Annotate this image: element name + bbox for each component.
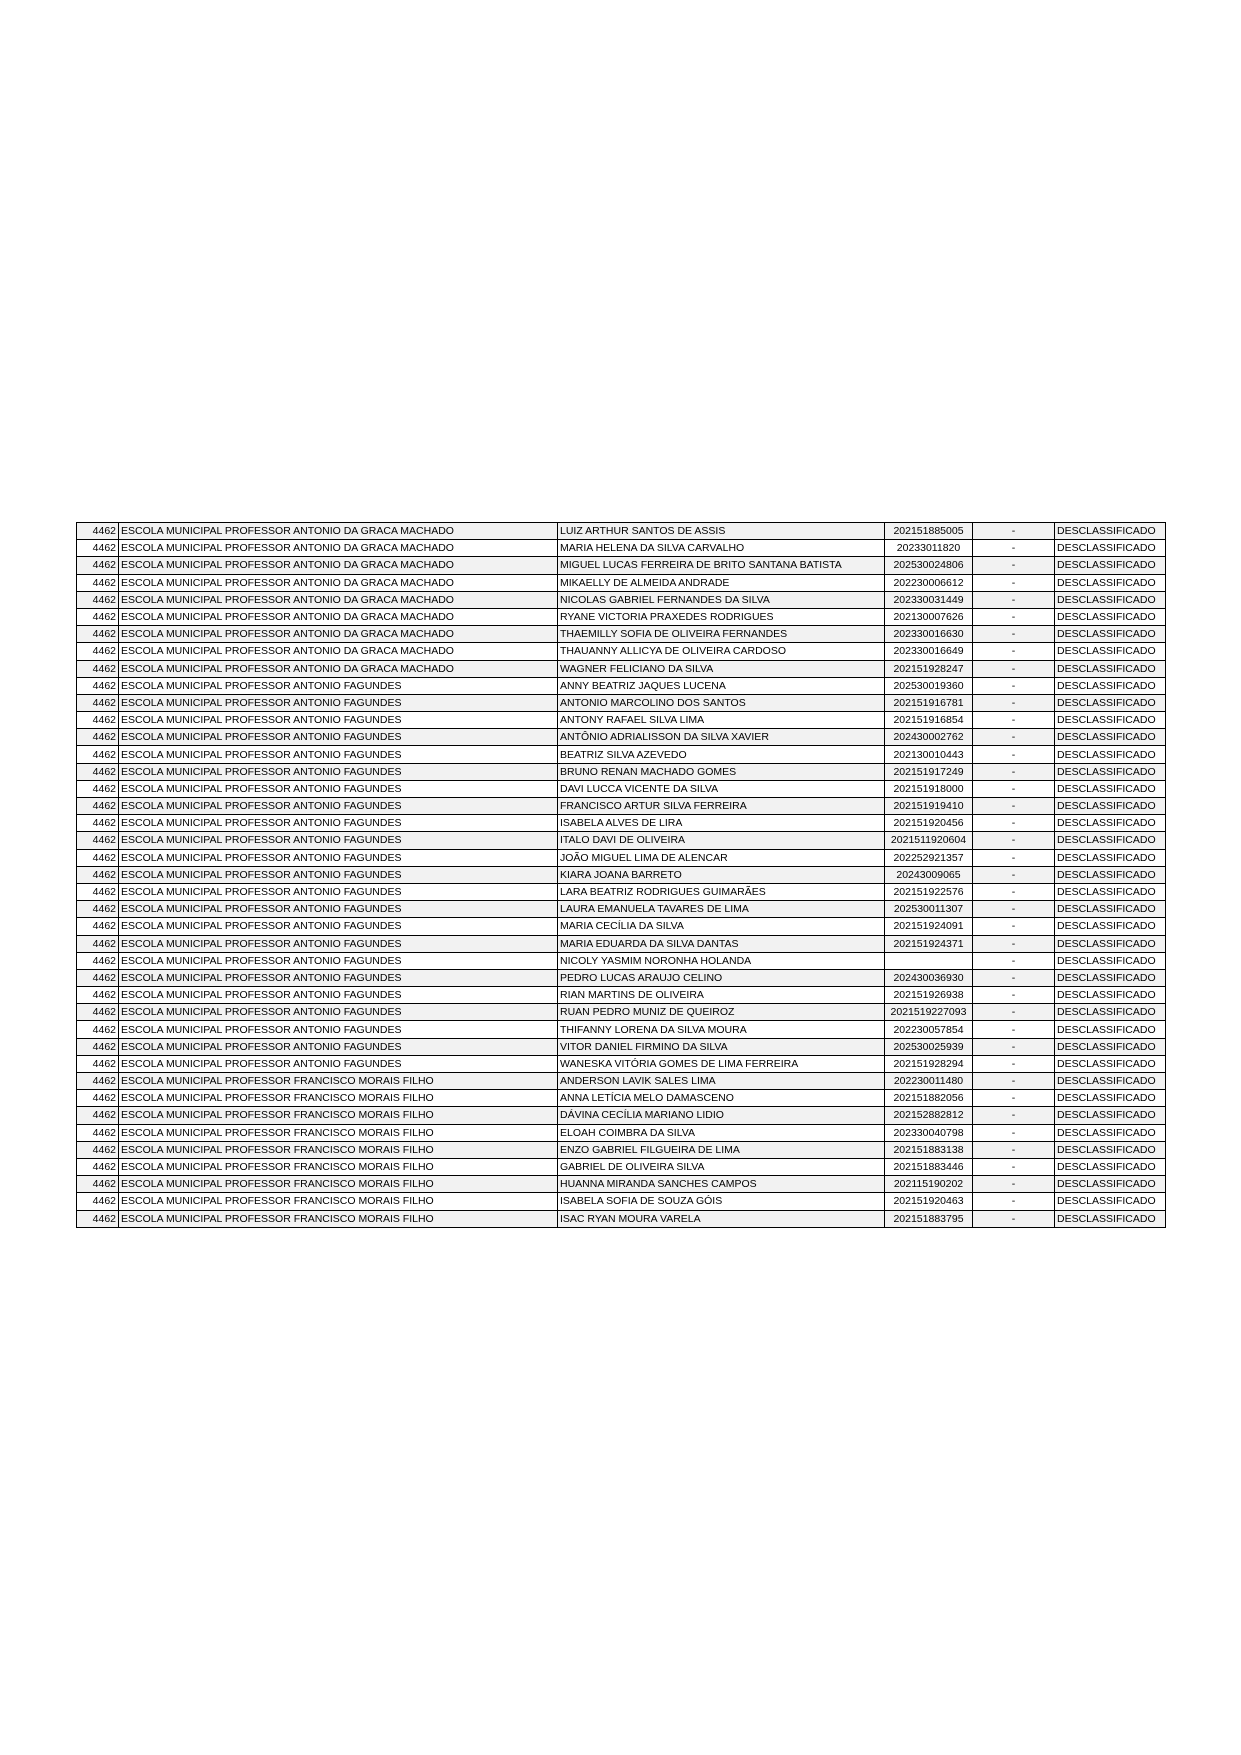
enrollment-number-cell: 2021519227093 (885, 1004, 973, 1021)
enrollment-number-cell: 2021511920604 (885, 832, 973, 849)
school-code-cell: 4462 (77, 677, 119, 694)
table-row (77, 523, 1166, 540)
student-name-cell: BEATRIZ SILVA AZEVEDO (558, 746, 885, 763)
student-name-cell: ISAC RYAN MOURA VARELA (558, 1210, 885, 1227)
school-name-cell: ESCOLA MUNICIPAL PROFESSOR ANTONIO DA GRACA MACHADO (119, 591, 558, 608)
status-cell: DESCLASSIFICADO (1055, 1176, 1166, 1193)
enrollment-number-cell: 202330031449 (885, 591, 973, 608)
enrollment-number-cell: 202430036930 (885, 969, 973, 986)
table-row (77, 1021, 1166, 1038)
table-row (77, 798, 1166, 815)
score-cell: - (973, 712, 1055, 729)
table-row (77, 694, 1166, 711)
results-table (76, 522, 1166, 1228)
school-code-cell: 4462 (77, 1107, 119, 1124)
enrollment-number-cell: 202151882056 (885, 1090, 973, 1107)
school-name-cell: ESCOLA MUNICIPAL PROFESSOR ANTONIO FAGUNDES (119, 969, 558, 986)
score-cell: - (973, 1141, 1055, 1158)
school-code-cell: 4462 (77, 574, 119, 591)
enrollment-number-cell: 202151916781 (885, 694, 973, 711)
school-name-cell: ESCOLA MUNICIPAL PROFESSOR FRANCISCO MORAIS FILHO (119, 1158, 558, 1175)
enrollment-number-cell: 202252921357 (885, 849, 973, 866)
school-name-cell: ESCOLA MUNICIPAL PROFESSOR FRANCISCO MORAIS FILHO (119, 1210, 558, 1227)
school-code-cell: 4462 (77, 952, 119, 969)
school-name-cell: ESCOLA MUNICIPAL PROFESSOR ANTONIO FAGUNDES (119, 987, 558, 1004)
student-name-cell: FRANCISCO ARTUR SILVA FERREIRA (558, 798, 885, 815)
school-code-cell: 4462 (77, 712, 119, 729)
status-cell: DESCLASSIFICADO (1055, 935, 1166, 952)
status-cell: DESCLASSIFICADO (1055, 763, 1166, 780)
enrollment-number-cell: 202151920456 (885, 815, 973, 832)
enrollment-number-cell: 202151928247 (885, 660, 973, 677)
school-name-cell: ESCOLA MUNICIPAL PROFESSOR ANTONIO FAGUNDES (119, 1004, 558, 1021)
enrollment-number-cell: 202151916854 (885, 712, 973, 729)
student-name-cell: LUIZ ARTHUR SANTOS DE ASSIS (558, 523, 885, 540)
score-cell: - (973, 660, 1055, 677)
student-name-cell: ENZO GABRIEL FILGUEIRA DE LIMA (558, 1141, 885, 1158)
school-name-cell: ESCOLA MUNICIPAL PROFESSOR ANTONIO DA GRACA MACHADO (119, 574, 558, 591)
table-row (77, 815, 1166, 832)
status-cell: DESCLASSIFICADO (1055, 849, 1166, 866)
status-cell: DESCLASSIFICADO (1055, 780, 1166, 797)
table-row (77, 952, 1166, 969)
school-code-cell: 4462 (77, 780, 119, 797)
student-name-cell: MARIA HELENA DA SILVA CARVALHO (558, 540, 885, 557)
score-cell: - (973, 557, 1055, 574)
school-name-cell: ESCOLA MUNICIPAL PROFESSOR ANTONIO FAGUNDES (119, 1055, 558, 1072)
table-row (77, 918, 1166, 935)
score-cell: - (973, 883, 1055, 900)
score-cell: - (973, 901, 1055, 918)
student-name-cell: KIARA JOANA BARRETO (558, 866, 885, 883)
student-name-cell: RUAN PEDRO MUNIZ DE QUEIROZ (558, 1004, 885, 1021)
table-row (77, 901, 1166, 918)
enrollment-number-cell: 202330016649 (885, 643, 973, 660)
score-cell: - (973, 540, 1055, 557)
enrollment-number-cell: 202530011307 (885, 901, 973, 918)
score-cell: - (973, 969, 1055, 986)
school-name-cell: ESCOLA MUNICIPAL PROFESSOR ANTONIO DA GRACA MACHADO (119, 626, 558, 643)
student-name-cell: ISABELA SOFIA DE SOUZA GÓIS (558, 1193, 885, 1210)
enrollment-number-cell: 202151922576 (885, 883, 973, 900)
school-name-cell: ESCOLA MUNICIPAL PROFESSOR ANTONIO FAGUNDES (119, 815, 558, 832)
table-row (77, 1124, 1166, 1141)
score-cell: - (973, 746, 1055, 763)
status-cell: DESCLASSIFICADO (1055, 1073, 1166, 1090)
student-name-cell: ISABELA ALVES DE LIRA (558, 815, 885, 832)
score-cell: - (973, 1210, 1055, 1227)
table-row (77, 540, 1166, 557)
score-cell: - (973, 1021, 1055, 1038)
score-cell: - (973, 798, 1055, 815)
school-code-cell: 4462 (77, 763, 119, 780)
score-cell: - (973, 866, 1055, 883)
school-name-cell: ESCOLA MUNICIPAL PROFESSOR ANTONIO DA GRACA MACHADO (119, 540, 558, 557)
enrollment-number-cell: 202151920463 (885, 1193, 973, 1210)
table-row (77, 677, 1166, 694)
school-code-cell: 4462 (77, 935, 119, 952)
enrollment-number-cell: 202151924091 (885, 918, 973, 935)
school-name-cell: ESCOLA MUNICIPAL PROFESSOR ANTONIO DA GRACA MACHADO (119, 557, 558, 574)
school-code-cell: 4462 (77, 591, 119, 608)
table-row (77, 969, 1166, 986)
status-cell: DESCLASSIFICADO (1055, 626, 1166, 643)
table-row (77, 780, 1166, 797)
status-cell: DESCLASSIFICADO (1055, 901, 1166, 918)
student-name-cell: HUANNA MIRANDA SANCHES CAMPOS (558, 1176, 885, 1193)
school-name-cell: ESCOLA MUNICIPAL PROFESSOR ANTONIO FAGUNDES (119, 952, 558, 969)
school-name-cell: ESCOLA MUNICIPAL PROFESSOR FRANCISCO MORAIS FILHO (119, 1107, 558, 1124)
status-cell: DESCLASSIFICADO (1055, 643, 1166, 660)
status-cell: DESCLASSIFICADO (1055, 1038, 1166, 1055)
school-code-cell: 4462 (77, 540, 119, 557)
school-name-cell: ESCOLA MUNICIPAL PROFESSOR FRANCISCO MORAIS FILHO (119, 1124, 558, 1141)
score-cell: - (973, 1176, 1055, 1193)
school-name-cell: ESCOLA MUNICIPAL PROFESSOR ANTONIO FAGUNDES (119, 1021, 558, 1038)
school-name-cell: ESCOLA MUNICIPAL PROFESSOR ANTONIO DA GRACA MACHADO (119, 523, 558, 540)
enrollment-number-cell: 202330016630 (885, 626, 973, 643)
score-cell: - (973, 763, 1055, 780)
table-row (77, 1176, 1166, 1193)
school-name-cell: ESCOLA MUNICIPAL PROFESSOR ANTONIO DA GRACA MACHADO (119, 608, 558, 625)
table-row (77, 712, 1166, 729)
status-cell: DESCLASSIFICADO (1055, 866, 1166, 883)
status-cell: DESCLASSIFICADO (1055, 832, 1166, 849)
table-row (77, 746, 1166, 763)
school-code-cell: 4462 (77, 660, 119, 677)
school-name-cell: ESCOLA MUNICIPAL PROFESSOR ANTONIO FAGUNDES (119, 832, 558, 849)
score-cell: - (973, 1038, 1055, 1055)
score-cell: - (973, 832, 1055, 849)
score-cell: - (973, 574, 1055, 591)
student-name-cell: MARIA EDUARDA DA SILVA DANTAS (558, 935, 885, 952)
school-code-cell: 4462 (77, 1158, 119, 1175)
student-name-cell: GABRIEL DE OLIVEIRA SILVA (558, 1158, 885, 1175)
school-name-cell: ESCOLA MUNICIPAL PROFESSOR ANTONIO FAGUNDES (119, 849, 558, 866)
enrollment-number-cell: 202130007626 (885, 608, 973, 625)
school-name-cell: ESCOLA MUNICIPAL PROFESSOR FRANCISCO MORAIS FILHO (119, 1176, 558, 1193)
table-row (77, 832, 1166, 849)
school-name-cell: ESCOLA MUNICIPAL PROFESSOR FRANCISCO MORAIS FILHO (119, 1141, 558, 1158)
table-row (77, 1004, 1166, 1021)
enrollment-number-cell: 202151885005 (885, 523, 973, 540)
status-cell: DESCLASSIFICADO (1055, 729, 1166, 746)
status-cell: DESCLASSIFICADO (1055, 1055, 1166, 1072)
school-name-cell: ESCOLA MUNICIPAL PROFESSOR ANTONIO FAGUNDES (119, 918, 558, 935)
student-name-cell: LAURA EMANUELA TAVARES DE LIMA (558, 901, 885, 918)
status-cell: DESCLASSIFICADO (1055, 677, 1166, 694)
score-cell: - (973, 523, 1055, 540)
status-cell: DESCLASSIFICADO (1055, 987, 1166, 1004)
student-name-cell: ITALO DAVI DE OLIVEIRA (558, 832, 885, 849)
school-name-cell: ESCOLA MUNICIPAL PROFESSOR ANTONIO FAGUNDES (119, 935, 558, 952)
school-code-cell: 4462 (77, 832, 119, 849)
score-cell: - (973, 643, 1055, 660)
table-row (77, 1073, 1166, 1090)
enrollment-number-cell: 202530019360 (885, 677, 973, 694)
student-name-cell: LARA BEATRIZ RODRIGUES GUIMARÃES (558, 883, 885, 900)
score-cell: - (973, 1107, 1055, 1124)
enrollment-number-cell: 202151917249 (885, 763, 973, 780)
table-row (77, 763, 1166, 780)
school-code-cell: 4462 (77, 643, 119, 660)
enrollment-number-cell: 20233011820 (885, 540, 973, 557)
enrollment-number-cell: 202151919410 (885, 798, 973, 815)
enrollment-number-cell: 202330040798 (885, 1124, 973, 1141)
status-cell: DESCLASSIFICADO (1055, 815, 1166, 832)
school-name-cell: ESCOLA MUNICIPAL PROFESSOR ANTONIO FAGUNDES (119, 677, 558, 694)
student-name-cell: ANDERSON LAVIK SALES LIMA (558, 1073, 885, 1090)
status-cell: DESCLASSIFICADO (1055, 883, 1166, 900)
school-code-cell: 4462 (77, 1176, 119, 1193)
table-row (77, 1090, 1166, 1107)
status-cell: DESCLASSIFICADO (1055, 660, 1166, 677)
table-row (77, 1193, 1166, 1210)
school-code-cell: 4462 (77, 1004, 119, 1021)
student-name-cell: RYANE VICTORIA PRAXEDES RODRIGUES (558, 608, 885, 625)
school-code-cell: 4462 (77, 1124, 119, 1141)
school-name-cell: ESCOLA MUNICIPAL PROFESSOR ANTONIO FAGUNDES (119, 780, 558, 797)
status-cell: DESCLASSIFICADO (1055, 1141, 1166, 1158)
status-cell: DESCLASSIFICADO (1055, 608, 1166, 625)
table-row (77, 574, 1166, 591)
table-row (77, 1055, 1166, 1072)
score-cell: - (973, 1193, 1055, 1210)
table-row (77, 935, 1166, 952)
school-name-cell: ESCOLA MUNICIPAL PROFESSOR ANTONIO FAGUNDES (119, 729, 558, 746)
enrollment-number-cell: 202151883795 (885, 1210, 973, 1227)
table-row (77, 626, 1166, 643)
enrollment-number-cell: 202230006612 (885, 574, 973, 591)
school-code-cell: 4462 (77, 1141, 119, 1158)
school-name-cell: ESCOLA MUNICIPAL PROFESSOR ANTONIO FAGUNDES (119, 694, 558, 711)
table-row (77, 608, 1166, 625)
student-name-cell: RIAN MARTINS DE OLIVEIRA (558, 987, 885, 1004)
enrollment-number-cell: 202530025939 (885, 1038, 973, 1055)
school-name-cell: ESCOLA MUNICIPAL PROFESSOR ANTONIO FAGUNDES (119, 746, 558, 763)
table-row (77, 729, 1166, 746)
enrollment-number-cell: 202152882812 (885, 1107, 973, 1124)
school-code-cell: 4462 (77, 798, 119, 815)
school-code-cell: 4462 (77, 901, 119, 918)
school-code-cell: 4462 (77, 883, 119, 900)
enrollment-number-cell: 202151883446 (885, 1158, 973, 1175)
status-cell: DESCLASSIFICADO (1055, 694, 1166, 711)
student-name-cell: ANTONY RAFAEL SILVA LIMA (558, 712, 885, 729)
table-row (77, 987, 1166, 1004)
status-cell: DESCLASSIFICADO (1055, 1090, 1166, 1107)
enrollment-number-cell (885, 952, 973, 969)
student-name-cell: NICOLAS GABRIEL FERNANDES DA SILVA (558, 591, 885, 608)
enrollment-number-cell: 202151918000 (885, 780, 973, 797)
status-cell: DESCLASSIFICADO (1055, 969, 1166, 986)
score-cell: - (973, 1124, 1055, 1141)
table-row (77, 1107, 1166, 1124)
school-name-cell: ESCOLA MUNICIPAL PROFESSOR ANTONIO FAGUNDES (119, 763, 558, 780)
school-code-cell: 4462 (77, 557, 119, 574)
enrollment-number-cell: 202151924371 (885, 935, 973, 952)
status-cell: DESCLASSIFICADO (1055, 574, 1166, 591)
school-code-cell: 4462 (77, 694, 119, 711)
status-cell: DESCLASSIFICADO (1055, 712, 1166, 729)
score-cell: - (973, 677, 1055, 694)
school-code-cell: 4462 (77, 1073, 119, 1090)
student-name-cell: NICOLY YASMIM NORONHA HOLANDA (558, 952, 885, 969)
student-name-cell: VITOR DANIEL FIRMINO DA SILVA (558, 1038, 885, 1055)
school-code-cell: 4462 (77, 1193, 119, 1210)
table-row (77, 643, 1166, 660)
status-cell: DESCLASSIFICADO (1055, 746, 1166, 763)
school-code-cell: 4462 (77, 849, 119, 866)
score-cell: - (973, 780, 1055, 797)
table-row (77, 591, 1166, 608)
table-row (77, 1210, 1166, 1227)
student-name-cell: MARIA CECÍLIA DA SILVA (558, 918, 885, 935)
table-row (77, 866, 1166, 883)
school-code-cell: 4462 (77, 626, 119, 643)
school-code-cell: 4462 (77, 608, 119, 625)
school-name-cell: ESCOLA MUNICIPAL PROFESSOR ANTONIO DA GRACA MACHADO (119, 660, 558, 677)
enrollment-number-cell: 202151928294 (885, 1055, 973, 1072)
school-name-cell: ESCOLA MUNICIPAL PROFESSOR ANTONIO FAGUNDES (119, 798, 558, 815)
score-cell: - (973, 1158, 1055, 1175)
student-name-cell: THAEMILLY SOFIA DE OLIVEIRA FERNANDES (558, 626, 885, 643)
status-cell: DESCLASSIFICADO (1055, 1107, 1166, 1124)
status-cell: DESCLASSIFICADO (1055, 591, 1166, 608)
results-table-body (77, 523, 1166, 1228)
score-cell: - (973, 626, 1055, 643)
student-name-cell: DÁVINA CECÍLIA MARIANO LIDIO (558, 1107, 885, 1124)
student-name-cell: WAGNER FELICIANO DA SILVA (558, 660, 885, 677)
status-cell: DESCLASSIFICADO (1055, 1004, 1166, 1021)
enrollment-number-cell: 202230011480 (885, 1073, 973, 1090)
status-cell: DESCLASSIFICADO (1055, 798, 1166, 815)
school-name-cell: ESCOLA MUNICIPAL PROFESSOR ANTONIO FAGUNDES (119, 901, 558, 918)
status-cell: DESCLASSIFICADO (1055, 557, 1166, 574)
student-name-cell: DAVI LUCCA VICENTE DA SILVA (558, 780, 885, 797)
student-name-cell: BRUNO RENAN MACHADO GOMES (558, 763, 885, 780)
table-row (77, 557, 1166, 574)
student-name-cell: MIKAELLY DE ALMEIDA ANDRADE (558, 574, 885, 591)
table-row (77, 660, 1166, 677)
score-cell: - (973, 987, 1055, 1004)
student-name-cell: PEDRO LUCAS ARAUJO CELINO (558, 969, 885, 986)
enrollment-number-cell: 202151926938 (885, 987, 973, 1004)
school-name-cell: ESCOLA MUNICIPAL PROFESSOR ANTONIO FAGUNDES (119, 883, 558, 900)
school-code-cell: 4462 (77, 1055, 119, 1072)
school-name-cell: ESCOLA MUNICIPAL PROFESSOR ANTONIO FAGUNDES (119, 712, 558, 729)
enrollment-number-cell: 202130010443 (885, 746, 973, 763)
table-row (77, 1158, 1166, 1175)
school-code-cell: 4462 (77, 1210, 119, 1227)
status-cell: DESCLASSIFICADO (1055, 1158, 1166, 1175)
school-code-cell: 4462 (77, 729, 119, 746)
score-cell: - (973, 729, 1055, 746)
enrollment-number-cell: 20243009065 (885, 866, 973, 883)
score-cell: - (973, 849, 1055, 866)
status-cell: DESCLASSIFICADO (1055, 1210, 1166, 1227)
school-code-cell: 4462 (77, 969, 119, 986)
score-cell: - (973, 694, 1055, 711)
enrollment-number-cell: 202230057854 (885, 1021, 973, 1038)
student-name-cell: JOÃO MIGUEL LIMA DE ALENCAR (558, 849, 885, 866)
enrollment-number-cell: 202430002762 (885, 729, 973, 746)
table-row (77, 1141, 1166, 1158)
status-cell: DESCLASSIFICADO (1055, 918, 1166, 935)
status-cell: DESCLASSIFICADO (1055, 540, 1166, 557)
school-name-cell: ESCOLA MUNICIPAL PROFESSOR FRANCISCO MORAIS FILHO (119, 1090, 558, 1107)
score-cell: - (973, 918, 1055, 935)
status-cell: DESCLASSIFICADO (1055, 1193, 1166, 1210)
school-code-cell: 4462 (77, 987, 119, 1004)
score-cell: - (973, 1090, 1055, 1107)
enrollment-number-cell: 202115190202 (885, 1176, 973, 1193)
status-cell: DESCLASSIFICADO (1055, 1124, 1166, 1141)
score-cell: - (973, 1073, 1055, 1090)
student-name-cell: ANTONIO MARCOLINO DOS SANTOS (558, 694, 885, 711)
enrollment-number-cell: 202530024806 (885, 557, 973, 574)
school-code-cell: 4462 (77, 1038, 119, 1055)
table-row (77, 849, 1166, 866)
student-name-cell: ELOAH COIMBRA DA SILVA (558, 1124, 885, 1141)
student-name-cell: THAUANNY ALLICYA DE OLIVEIRA CARDOSO (558, 643, 885, 660)
school-code-cell: 4462 (77, 1021, 119, 1038)
school-code-cell: 4462 (77, 918, 119, 935)
table-row (77, 883, 1166, 900)
status-cell: DESCLASSIFICADO (1055, 952, 1166, 969)
score-cell: - (973, 1055, 1055, 1072)
school-code-cell: 4462 (77, 523, 119, 540)
school-name-cell: ESCOLA MUNICIPAL PROFESSOR ANTONIO FAGUNDES (119, 866, 558, 883)
school-code-cell: 4462 (77, 866, 119, 883)
school-code-cell: 4462 (77, 746, 119, 763)
student-name-cell: ANTÔNIO ADRIALISSON DA SILVA XAVIER (558, 729, 885, 746)
table-row (77, 1038, 1166, 1055)
school-code-cell: 4462 (77, 815, 119, 832)
student-name-cell: MIGUEL LUCAS FERREIRA DE BRITO SANTANA BATISTA (558, 557, 885, 574)
score-cell: - (973, 815, 1055, 832)
school-name-cell: ESCOLA MUNICIPAL PROFESSOR ANTONIO FAGUNDES (119, 1038, 558, 1055)
status-cell: DESCLASSIFICADO (1055, 1021, 1166, 1038)
score-cell: - (973, 1004, 1055, 1021)
score-cell: - (973, 952, 1055, 969)
school-code-cell: 4462 (77, 1090, 119, 1107)
score-cell: - (973, 935, 1055, 952)
score-cell: - (973, 591, 1055, 608)
status-cell: DESCLASSIFICADO (1055, 523, 1166, 540)
student-name-cell: THIFANNY LORENA DA SILVA MOURA (558, 1021, 885, 1038)
student-name-cell: ANNY BEATRIZ JAQUES LUCENA (558, 677, 885, 694)
student-name-cell: ANNA LETÍCIA MELO DAMASCENO (558, 1090, 885, 1107)
school-name-cell: ESCOLA MUNICIPAL PROFESSOR ANTONIO DA GRACA MACHADO (119, 643, 558, 660)
enrollment-number-cell: 202151883138 (885, 1141, 973, 1158)
school-name-cell: ESCOLA MUNICIPAL PROFESSOR FRANCISCO MORAIS FILHO (119, 1193, 558, 1210)
school-name-cell: ESCOLA MUNICIPAL PROFESSOR FRANCISCO MORAIS FILHO (119, 1073, 558, 1090)
score-cell: - (973, 608, 1055, 625)
student-name-cell: WANESKA VITÓRIA GOMES DE LIMA FERREIRA (558, 1055, 885, 1072)
